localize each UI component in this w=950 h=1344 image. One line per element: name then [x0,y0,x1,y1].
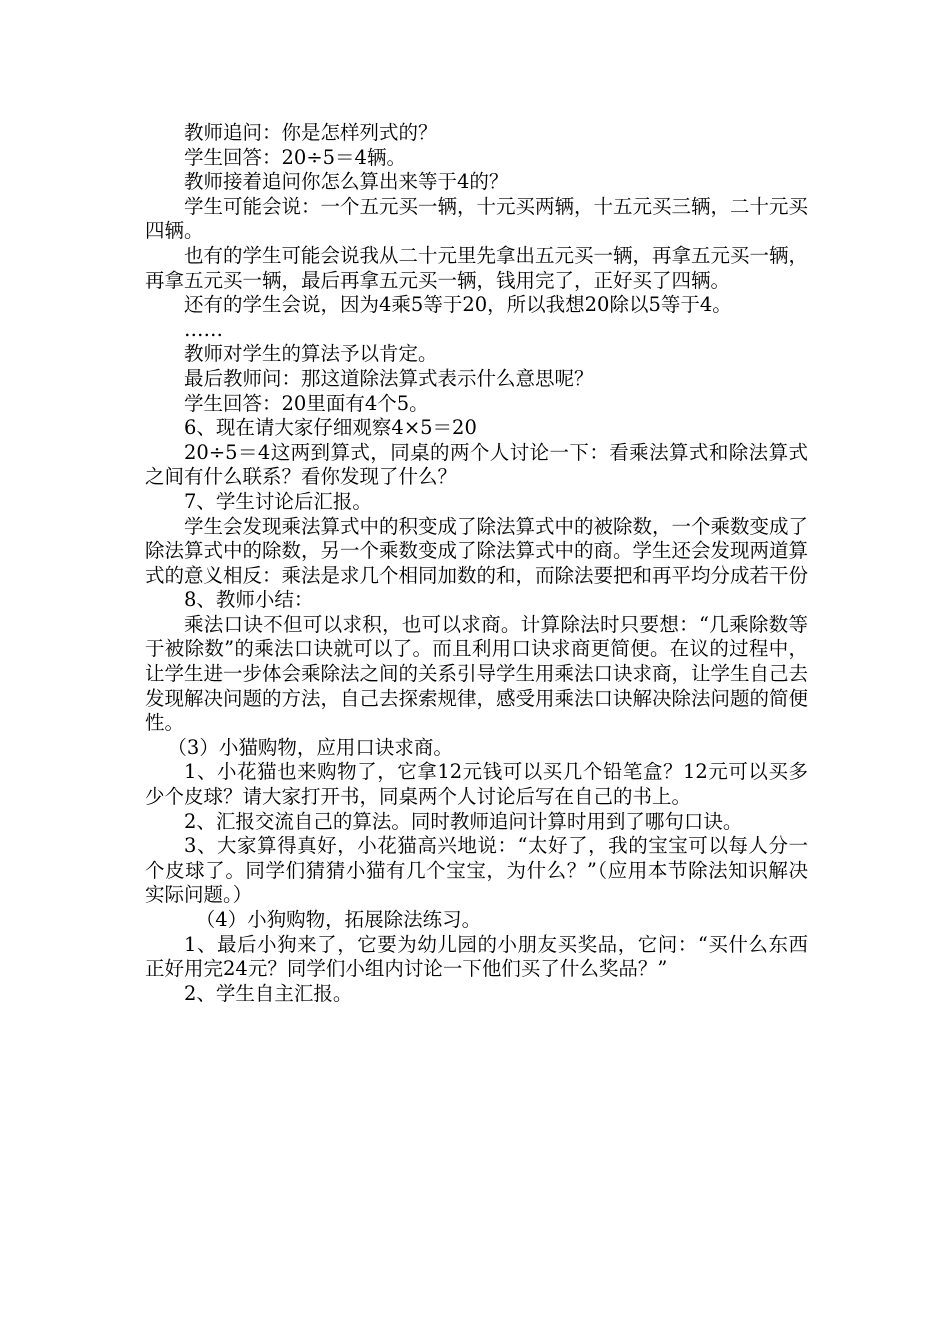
paragraph-22: 1、最后小狗来了，它要为幼儿园的小朋友买奖品，它问：“买什么东西正好用完24元？同学们小组内讨论一下他们买了什么奖品？” [145,932,808,981]
paragraph-9: 最后教师问：那这道除法算式表示什么意思呢？ [184,366,594,390]
section-heading-4: （4）小狗购物，拓展除法练习。 [195,908,482,931]
paragraph-8: 教师对学生的算法予以肯定。 [184,342,438,366]
paragraph-16: 乘法口诀不但可以求积，也可以求商。计算除法时只要想：“几乘除数等于被除数”的乘法口诀就可以了。而且利用口诀求商更简便。在议的过程中，让学生进一步体会乘除法之间的关系引导学生用乘法口诀求商，让学生自己去发现解决问题的方法，自己去探索规律，感受用乘法口诀解决除法问题的简便性。 [145,612,809,735]
paragraph-2: 学生回答：20÷5＝4辆。 [184,145,406,169]
paragraph-1: 教师追问：你是怎样列式的？ [184,121,438,144]
document-body [145,121,808,1006]
paragraph-6: 还有的学生会说，因为4乘5等于20，所以我想20除以5等于4。 [184,293,732,317]
paragraph-14: 学生会发现乘法算式中的积变成了除法算式中的被除数，一个乘数变成了除法算式中的除数，另一个乘数变成了除法算式中的商。学生还会发现两道算式的意义相反：乘法是求几个相同加数的和，而除法要把和再平均分成若干份 [145,514,809,587]
paragraph-18: 1、小花猫也来购物了，它拿12元钱可以买几个铅笔盒？12元可以买多少个皮球？请大家打开书，同桌两个人讨论后写在自己的书上。 [145,760,808,809]
section-heading-3: （3）小猫购物，应用口诀求商。 [167,735,453,759]
paragraph-4: 学生可能会说：一个五元买一辆，十元买两辆，十五元买三辆，二十元买四辆。 [145,194,809,243]
paragraph-23: 2、学生自主汇报。 [184,981,353,1005]
paragraph-12: 20÷5＝4这两到算式，同桌的两个人讨论一下：看乘法算式和除法算式之间有什么联系？看你发现了什么？ [145,440,808,489]
paragraph-20: 3、大家算得真好，小花猫高兴地说：“太好了，我的宝宝可以每人分一个皮球了。同学们猜猜小猫有几个宝宝，为什么？”（应用本节除法知识解决实际问题。） [145,834,808,907]
paragraph-11: 6、现在请大家仔细观察4×5＝20 [184,416,477,440]
paragraph-19: 2、汇报交流自己的算法。同时教师追问计算时用到了哪句口诀。 [184,809,743,833]
paragraph-5: 也有的学生可能会说我从二十元里先拿出五元买一辆，再拿五元买一辆，再拿五元买一辆，最后再拿五元买一辆，钱用完了，正好买了四辆。 [145,243,809,292]
paragraph-7: …… [184,317,223,341]
paragraph-3: 教师接着追问你怎么算出来等于4的？ [184,170,509,194]
paragraph-15: 8、教师小结： [184,588,314,612]
paragraph-13: 7、学生讨论后汇报。 [184,489,372,513]
paragraph-10: 学生回答：20里面有4个5。 [184,391,429,415]
